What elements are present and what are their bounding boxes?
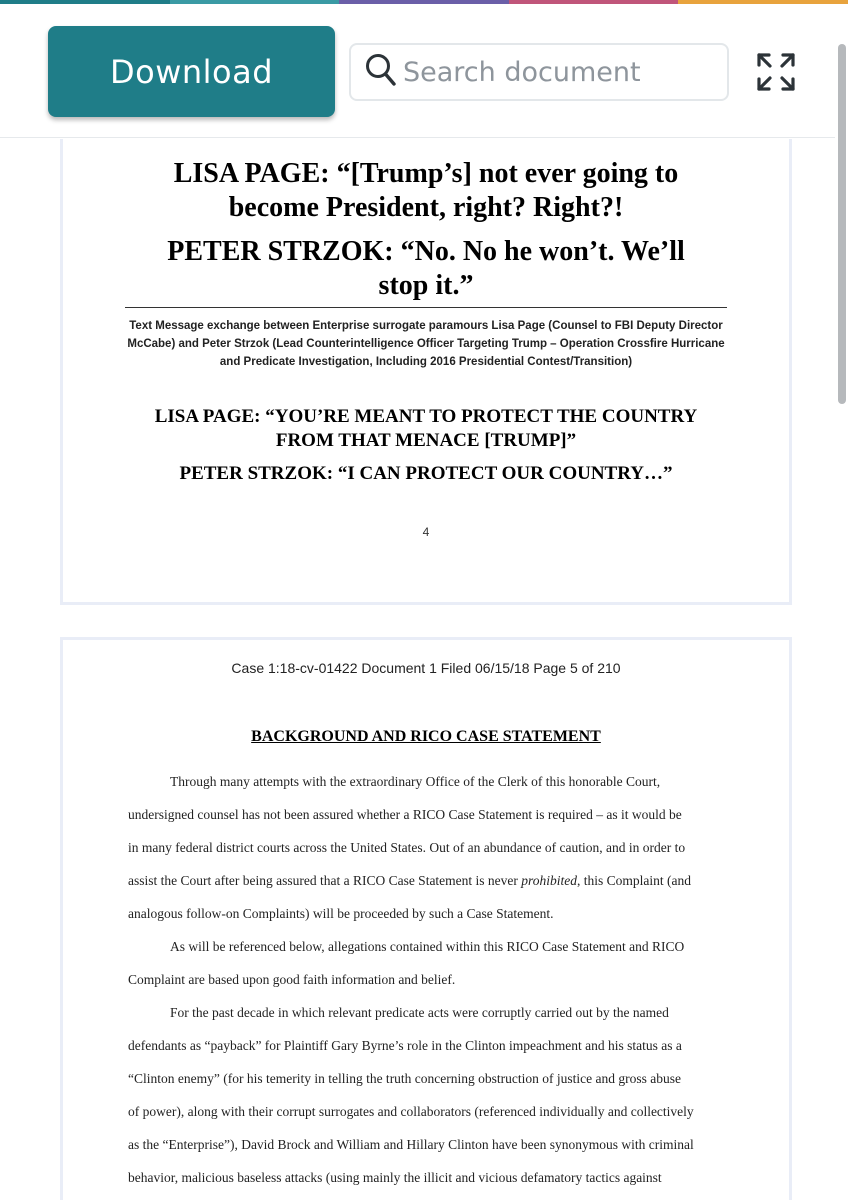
- quote-line: PETER STRZOK: “No. No he won’t. We’ll: [167, 236, 685, 267]
- quote-line: LISA PAGE: “[Trump’s] not ever going to: [173, 158, 679, 189]
- paragraph-line: undersigned counsel has not been assured whether a RICO Case Statement is required – as it would be: [128, 807, 682, 822]
- paragraph-line: as the “Enterprise”), David Brock and William and Hillary Clinton have been synonymous with criminal: [128, 1137, 694, 1152]
- paragraph-line: analogous follow-on Complaints) will be proceeded by such a Case Statement.: [128, 906, 554, 921]
- caption: [123, 317, 729, 371]
- paragraph-line: in many federal district courts across the United States. Out of an abundance of caution, and in order to: [128, 840, 686, 855]
- paragraph-line: [128, 873, 728, 889]
- search-box[interactable]: [349, 43, 729, 101]
- quote-line: become President, right? Right?!: [228, 192, 624, 223]
- document-page-5: [60, 637, 792, 1200]
- case-header: Case 1:18-cv-01422 Document 1 Filed 06/15/18 Page 5 of 210: [231, 660, 621, 676]
- fullscreen-button[interactable]: [752, 48, 800, 96]
- document-toolbar: [0, 4, 848, 138]
- paragraph-line: For the past decade in which relevant predicate acts were corruptly carried out by the named: [170, 1005, 669, 1020]
- caption-line: McCabe) and Peter Strzok (Lead Counterintelligence Officer Targeting Trump – Operation Crossfire Hurricane: [127, 338, 725, 350]
- text-span: , this Complaint (and: [577, 873, 692, 888]
- caption-line: Text Message exchange between Enterprise surrogate paramours Lisa Page (Counsel to FBI Deputy Director: [129, 320, 723, 332]
- divider: [125, 307, 727, 308]
- document-viewer: [0, 139, 835, 1200]
- quote-line: LISA PAGE: “YOU’RE MEANT TO PROTECT THE COUNTRY: [154, 406, 698, 427]
- page-number: 4: [422, 525, 430, 539]
- section-title: BACKGROUND AND RICO CASE STATEMENT: [251, 728, 601, 745]
- paragraph-line: Through many attempts with the extraordinary Office of the Clerk of this honorable Court,: [170, 774, 661, 789]
- paragraph-line: defendants as “payback” for Plaintiff Gary Byrne’s role in the Clinton impeachment and his status as a: [128, 1038, 682, 1053]
- quote-line: PETER STRZOK: “I CAN PROTECT OUR COUNTRY…”: [179, 463, 673, 484]
- paragraph-line: As will be referenced below, allegations contained within this RICO Case Statement and RICO: [170, 939, 685, 954]
- paragraph-line: behavior, malicious baseless attacks (using mainly the illicit and vicious defamatory tactics against: [128, 1170, 662, 1185]
- quote-line: stop it.”: [378, 270, 474, 301]
- download-button[interactable]: Download: [48, 26, 335, 117]
- scrollbar-thumb[interactable]: [838, 44, 846, 404]
- caption-line: and Predicate Investigation, Including 2016 Presidential Contest/Transition): [219, 356, 633, 368]
- expand-icon: [752, 83, 800, 100]
- search-input[interactable]: [403, 57, 703, 88]
- text-span: assist the Court after being assured that a RICO Case Statement is never: [128, 873, 522, 888]
- paragraph-line: “Clinton enemy” (for his temerity in telling the truth concerning obstruction of justice and gross abuse: [128, 1071, 681, 1086]
- quote-line: FROM THAT MENACE [TRUMP]”: [275, 430, 577, 451]
- search-icon: [365, 53, 397, 92]
- italic-text: prohibited: [521, 873, 578, 888]
- document-page-4: [60, 139, 792, 605]
- paragraph-line: of power), along with their corrupt surrogates and collaborators (referenced individually and collectively: [128, 1104, 694, 1119]
- paragraph-line: Complaint are based upon good faith information and belief.: [128, 972, 456, 987]
